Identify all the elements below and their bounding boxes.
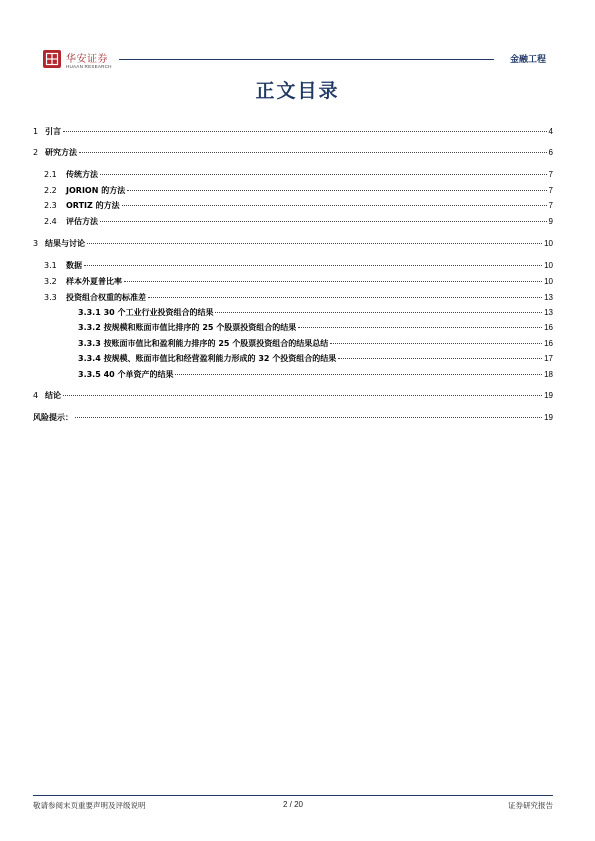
- dot-leader: [148, 297, 542, 298]
- toc-page-number: 13: [544, 308, 553, 317]
- dot-leader: [124, 281, 542, 282]
- toc-number: 3.3: [44, 293, 57, 302]
- toc-page-number: 10: [544, 261, 553, 270]
- toc-label: 投资组合权重的标准差: [66, 293, 146, 302]
- dot-leader: [79, 152, 547, 153]
- toc-number: 2.4: [44, 217, 57, 226]
- toc-page-number: 16: [544, 339, 553, 348]
- page-title: 正文目录: [255, 80, 340, 102]
- toc-page-number: 19: [544, 413, 553, 422]
- dot-leader: [338, 358, 542, 359]
- toc-entry-risk[interactable]: [33, 412, 553, 424]
- toc-page-number: 10: [544, 277, 553, 286]
- dot-leader: [175, 374, 542, 375]
- toc-page-number: 6: [548, 148, 553, 157]
- toc-label: 3.3.4 按规模、账面市值比和经营盈利能力形成的 32 个投资组合的结果: [78, 354, 337, 363]
- toc-number: 2.3: [44, 201, 57, 210]
- toc-label: 3.3.5 40 个单资产的结果: [78, 370, 174, 379]
- toc-label: 结论: [45, 391, 61, 400]
- toc-page-number: 7: [548, 170, 553, 179]
- page-header: [41, 44, 548, 78]
- toc-entry-3-3-4[interactable]: [78, 353, 553, 365]
- toc-number: 3.1: [44, 261, 57, 270]
- toc-entry-3-3-5[interactable]: [78, 369, 553, 381]
- toc-number: 4: [33, 391, 39, 400]
- toc-entry-2[interactable]: [33, 147, 553, 159]
- header-divider: [119, 59, 494, 60]
- toc-page-number: 13: [544, 293, 553, 302]
- toc-page-number: 17: [544, 354, 553, 363]
- section-tag: 金融工程: [509, 55, 546, 65]
- toc-entry-3-1[interactable]: [44, 260, 553, 272]
- toc-label: JORION 的方法: [66, 186, 126, 195]
- toc-number: 3: [33, 239, 39, 248]
- toc-label: 结果与讨论: [45, 239, 85, 248]
- dot-leader: [215, 312, 542, 313]
- toc-number: 3.2: [44, 277, 57, 286]
- report-type: 证券研究报告: [508, 801, 553, 810]
- toc-label: 引言: [45, 127, 61, 136]
- toc-page-number: 4: [548, 127, 553, 136]
- toc-entry-3[interactable]: [33, 238, 553, 250]
- toc-page-number: 19: [544, 391, 553, 400]
- toc-number: 2: [33, 148, 39, 157]
- dot-leader: [84, 265, 542, 266]
- dot-leader: [75, 417, 542, 418]
- toc-entry-1[interactable]: [33, 126, 553, 138]
- toc-entry-3-3-1[interactable]: [78, 307, 553, 319]
- toc-entry-2-1[interactable]: [44, 169, 553, 181]
- dot-leader: [122, 205, 547, 206]
- toc-label: 传统方法: [66, 170, 98, 179]
- toc-label: 样本外夏普比率: [66, 277, 122, 286]
- dot-leader: [330, 343, 542, 344]
- toc-entry-2-4[interactable]: [44, 216, 553, 228]
- seal-icon: [45, 52, 59, 66]
- huaan-logo-icon: [43, 50, 61, 68]
- toc-label: 3.3.1 30 个工业行业投资组合的结果: [78, 308, 214, 317]
- toc-label: 评估方法: [66, 217, 98, 226]
- toc-entry-4[interactable]: [33, 390, 553, 402]
- dot-leader: [100, 174, 547, 175]
- toc-entry-2-3[interactable]: [44, 200, 553, 212]
- dot-leader: [298, 327, 542, 328]
- toc-page-number: 7: [548, 186, 553, 195]
- toc-label: 3.3.3 按账面市值比和盈利能力排序的 25 个股票投资组合的结果总结: [78, 339, 329, 348]
- toc-page-number: 10: [544, 239, 553, 248]
- toc-page-number: 16: [544, 323, 553, 332]
- toc-entry-3-2[interactable]: [44, 276, 553, 288]
- toc-label: 风险提示：: [33, 413, 73, 422]
- page-footer: [33, 800, 553, 812]
- disclaimer-note: 敬请参阅末页重要声明及评级说明: [33, 801, 146, 810]
- toc-number: 1: [33, 127, 39, 136]
- footer-divider: [33, 795, 553, 796]
- toc-entry-2-2[interactable]: [44, 185, 553, 197]
- toc-page-number: 9: [548, 217, 553, 226]
- toc-number: 2.1: [44, 170, 57, 179]
- dot-leader: [87, 243, 542, 244]
- toc-page-number: 7: [548, 201, 553, 210]
- toc-entry-3-3[interactable]: [44, 292, 553, 304]
- toc-entry-3-3-2[interactable]: [78, 322, 553, 334]
- dot-leader: [100, 221, 547, 222]
- dot-leader: [63, 395, 542, 396]
- toc-label: ORTIZ 的方法: [66, 201, 120, 210]
- toc-entry-3-3-3[interactable]: [78, 338, 553, 350]
- toc-label: 3.3.2 按规模和账面市值比排序的 25 个股票投资组合的结果: [78, 323, 297, 332]
- toc-number: 2.2: [44, 186, 57, 195]
- page-number: 2 / 20: [282, 800, 303, 809]
- toc-label: 数据: [66, 261, 82, 270]
- dot-leader: [63, 131, 547, 132]
- toc-label: 研究方法: [45, 148, 77, 157]
- toc-page-number: 18: [544, 370, 553, 379]
- brand-name-en: HUAAN RESEARCH: [66, 64, 112, 69]
- dot-leader: [127, 190, 546, 191]
- brand-name-cn: 华安证券: [66, 54, 108, 65]
